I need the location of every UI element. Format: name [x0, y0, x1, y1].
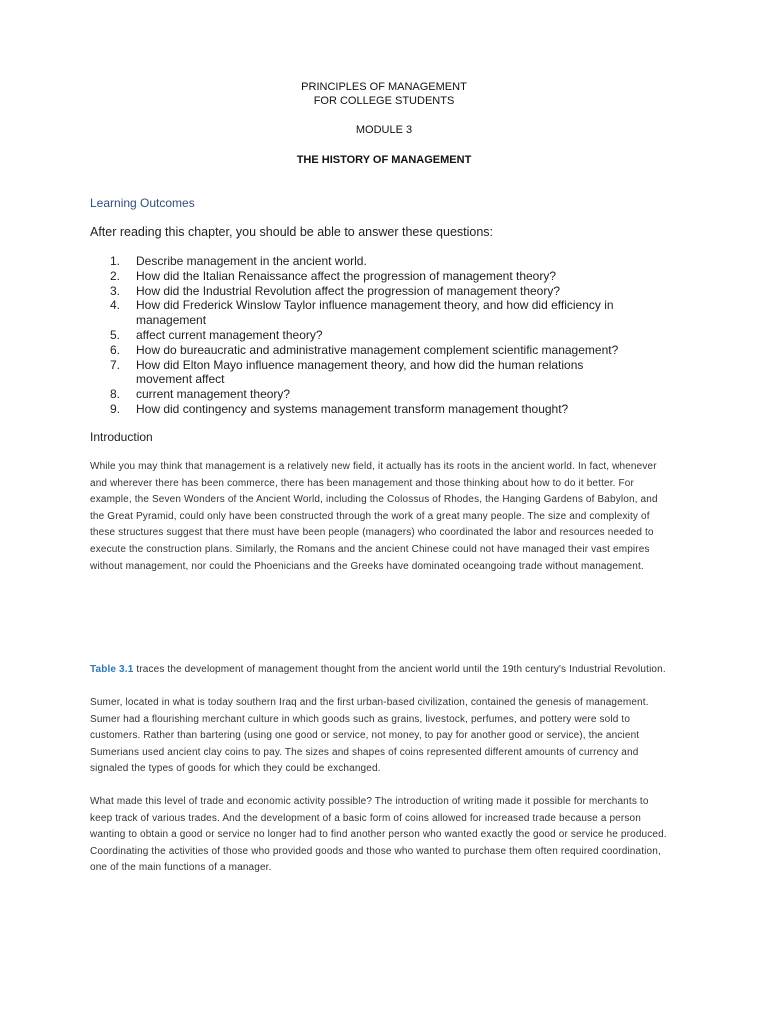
list-item: 9. How did contingency and systems management transform management thought? — [110, 401, 569, 416]
introduction-paragraph-4: What made this level of trade and economic activity possible? The introduction of writing made it possible for merchants to keep track of various trades. And the development of a basic form of coins allowed for increased trade because a person wanting to obtain a good or service no longer had to find another person who wanted exactly the good or service he produced. Coordinating the activities of those who provided goods and those who wanted to purchase them often required coordination, one of the main functions of a manager. — [90, 796, 667, 874]
list-item: 6. How do bureaucratic and administrative management complement scientific management? — [110, 342, 619, 357]
list-item: 3. How did the Industrial Revolution affect the progression of management theory? — [110, 283, 561, 298]
course-title-line1: PRINCIPLES OF MANAGEMENT — [301, 81, 467, 93]
list-item: 4. How did Frederick Winslow Taylor influence management theory, and how did efficiency in management — [110, 298, 614, 328]
table-link[interactable]: Table 3.1 — [90, 664, 134, 675]
learning-outcomes-list — [90, 254, 690, 417]
course-title-line2: FOR COLLEGE STUDENTS — [313, 95, 455, 107]
list-item: 2. How did the Italian Renaissance affect the progression of management theory? — [110, 268, 557, 283]
introduction-heading: Introduction — [90, 430, 153, 444]
learning-outcomes-heading: Learning Outcomes — [90, 196, 195, 210]
introduction-paragraph-3: Sumer, located in what is today southern Iraq and the first urban-based civilization, contained the genesis of management. Sumer had a flourishing merchant culture in which goods such as grains, livestock, perfumes, and pottery were sold to customers. Rather than bartering (using one good or service, not money, to pay for another good or service), the ancient Sumerians used ancient clay coins to pay. The sizes and shapes of coins represented different amounts of currency and signaled the types of goods for which they could be exchanged. — [90, 697, 649, 775]
list-item: 1. Describe management in the ancient world. — [110, 254, 367, 268]
module-label: MODULE 3 — [355, 124, 413, 136]
introduction-paragraph-1: While you may think that management is a relatively new field, it actually has its roots in the ancient world. In fact, whenever and wherever there has been commerce, there has been management and those thinking about how to do it better. For example, the Seven Wonders of the Ancient World, including the Colossus of Rhodes, the Hanging Gardens of Babylon, and the Great Pyramid, could only have been constructed through the work of a great many people. The size and complexity of these structures suggest that there must have been people (managers) who coordinated the labor and resources needed to execute the construction plans. Similarly, the Romans and the ancient Chinese could not have managed their vast empires without management, nor could the Phoenicians and the Greeks have dominated oceangoing trade without management. — [90, 461, 658, 572]
introduction-paragraph-2: Table 3.1 traces the development of management thought from the ancient world until the 19th century's Industrial Revolution. — [90, 664, 666, 675]
list-item: 5. affect current management theory? — [110, 327, 323, 342]
list-item: 8. current management theory? — [110, 387, 291, 402]
learning-outcomes-intro: After reading this chapter, you should be able to answer these questions: — [90, 225, 494, 239]
chapter-title: THE HISTORY OF MANAGEMENT — [296, 154, 472, 166]
list-item: 7. How did Elton Mayo influence management theory, and how did the human relations movement affect — [110, 357, 584, 387]
